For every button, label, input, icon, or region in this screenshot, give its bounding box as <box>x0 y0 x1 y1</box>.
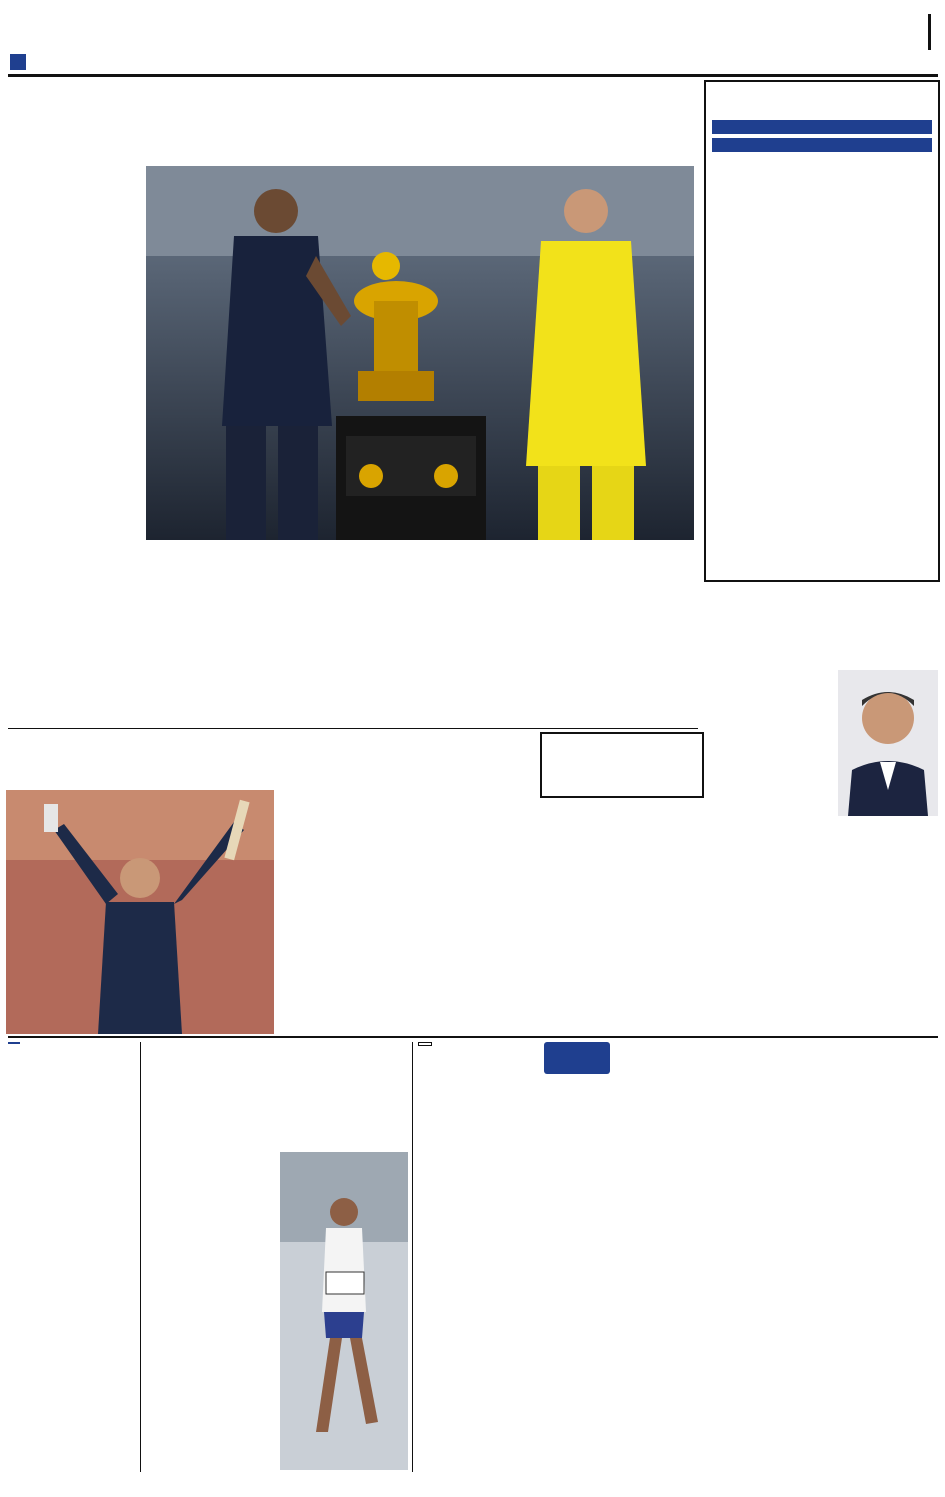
hockey-body <box>544 1096 940 1192</box>
masthead-dateline <box>10 54 26 70</box>
lead-body-left <box>14 172 138 557</box>
lead-body-columns <box>14 556 698 728</box>
gill-celebration-illustration <box>6 790 274 1034</box>
parul-running-illustration <box>280 1152 408 1470</box>
dhoni-headline-box <box>540 732 704 798</box>
gavaskar-body-bottom <box>706 830 938 1032</box>
parul-body-left <box>146 1100 272 1473</box>
lead-headline <box>8 80 698 150</box>
section-divider <box>928 14 931 50</box>
road-to-final-box <box>704 80 940 582</box>
parul-headline <box>146 1040 408 1082</box>
column-divider-2 <box>412 1042 413 1472</box>
gt-results-list <box>706 134 938 136</box>
bottom-strip-rule <box>8 1036 938 1038</box>
gavaskar-portrait-illustration <box>838 670 938 816</box>
parul-body-right <box>278 1100 408 1150</box>
pratyasha-body <box>418 1148 538 1473</box>
road-title <box>706 82 938 120</box>
csk-results-list <box>706 152 938 154</box>
gill-top-rule <box>8 728 698 729</box>
pratyasha-tag <box>418 1042 432 1046</box>
dhoni-body <box>542 814 700 1032</box>
csk-subhead <box>712 138 932 152</box>
column-divider <box>140 1042 141 1472</box>
masthead-logo <box>10 4 160 48</box>
fih-tag <box>8 1042 20 1044</box>
hockey-headline <box>614 1040 940 1080</box>
gt-subhead <box>712 120 932 134</box>
gavaskar-photo <box>838 670 938 816</box>
trophy-photo-illustration <box>146 166 694 540</box>
section-label <box>922 10 937 50</box>
gill-body <box>284 806 534 1034</box>
parul-photo <box>280 1152 408 1470</box>
lead-photo <box>146 166 694 540</box>
gill-photo <box>6 790 274 1034</box>
gill-headline <box>6 732 536 784</box>
fih-body <box>8 1130 136 1473</box>
masthead-rule <box>8 74 938 77</box>
gavaskar-body-top <box>706 676 834 828</box>
hockey-tag <box>544 1042 610 1074</box>
